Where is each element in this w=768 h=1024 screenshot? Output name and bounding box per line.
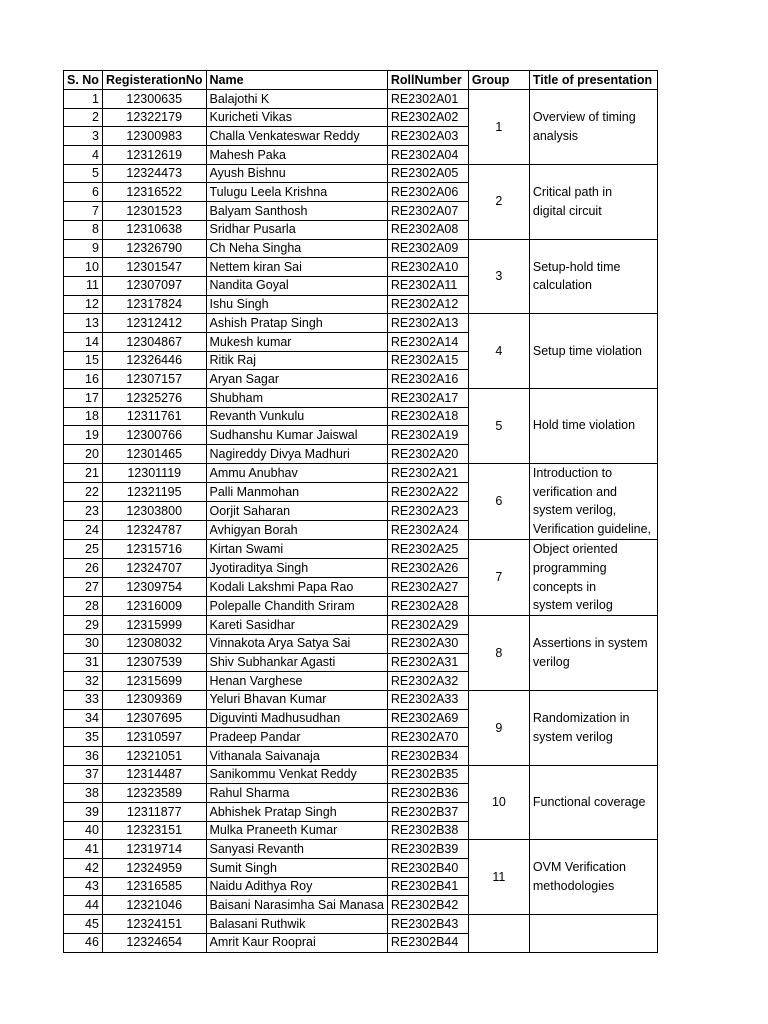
roll-number-cell: RE2302A04 [387, 146, 468, 165]
name-cell: Sanikommu Venkat Reddy [206, 765, 387, 784]
sno-cell: 40 [64, 821, 103, 840]
name-cell: Abhishek Pratap Singh [206, 803, 387, 822]
name-cell: Amrit Kaur Rooprai [206, 933, 387, 952]
presentation-title-line: OVM Verification [532, 860, 626, 875]
sno-cell: 20 [64, 445, 103, 464]
sno-cell: 27 [64, 578, 103, 597]
roll-number-cell: RE2302A30 [387, 634, 468, 653]
presentation-title-line: Verification guideline, [532, 522, 652, 537]
name-cell: Yeluri Bhavan Kumar [206, 690, 387, 709]
name-cell: Mukesh kumar [206, 332, 387, 351]
table-row [64, 463, 658, 482]
roll-number-cell: RE2302B39 [387, 840, 468, 859]
registration-no-cell: 12301547 [102, 258, 206, 277]
registration-no-cell: 12307539 [102, 653, 206, 672]
name-cell: Naidu Adithya Roy [206, 877, 387, 896]
roll-number-cell: RE2302A15 [387, 351, 468, 370]
name-cell: Henan Varghese [206, 672, 387, 691]
registration-no-cell: 12324707 [102, 558, 206, 577]
group-number-cell: 9 [468, 690, 529, 765]
registration-no-cell: 12311761 [102, 407, 206, 426]
header-group: Group [468, 71, 529, 90]
sno-cell: 19 [64, 426, 103, 445]
presentation-title-cell [529, 239, 657, 314]
registration-no-cell: 12307695 [102, 709, 206, 728]
presentation-title-line: Hold time violation [532, 418, 636, 433]
presentation-title-line: verification and [532, 484, 617, 499]
name-cell: Tulugu Leela Krishna [206, 183, 387, 202]
presentation-title-line: Object oriented [532, 541, 618, 556]
name-cell: Nandita Goyal [206, 276, 387, 295]
sno-cell: 34 [64, 709, 103, 728]
presentation-title-cell [529, 164, 657, 239]
roll-number-cell: RE2302A14 [387, 332, 468, 351]
roll-number-cell: RE2302A05 [387, 164, 468, 183]
sno-cell: 2 [64, 108, 103, 127]
registration-no-cell: 12300635 [102, 90, 206, 109]
roll-number-cell: RE2302A03 [387, 127, 468, 146]
group-number-cell: 6 [468, 463, 529, 539]
registration-no-cell: 12316522 [102, 183, 206, 202]
name-cell: Baisani Narasimha Sai Manasa [206, 896, 387, 915]
presentation-title-line: system verilog [532, 729, 613, 744]
sno-cell: 44 [64, 896, 103, 915]
name-cell: Diguvinti Madhusudhan [206, 709, 387, 728]
name-cell: Mulka Praneeth Kumar [206, 821, 387, 840]
group-number-cell: 4 [468, 314, 529, 389]
registration-no-cell: 12301119 [102, 463, 206, 482]
roll-number-cell: RE2302A01 [387, 90, 468, 109]
registration-no-cell: 12315999 [102, 616, 206, 635]
table-row [64, 915, 658, 934]
name-cell: Palli Manmohan [206, 482, 387, 501]
group-number-cell: 3 [468, 239, 529, 314]
name-cell: Nagireddy Divya Madhuri [206, 445, 387, 464]
name-cell: Sumit Singh [206, 859, 387, 878]
header-title: Title of presentation [529, 71, 657, 90]
name-cell: Aryan Sagar [206, 370, 387, 389]
sno-cell: 25 [64, 539, 103, 558]
registration-no-cell: 12324151 [102, 915, 206, 934]
presentation-title-line: Critical path in [532, 184, 613, 199]
roll-number-cell: RE2302A31 [387, 653, 468, 672]
group-number-cell: 1 [468, 90, 529, 165]
sno-cell: 22 [64, 482, 103, 501]
registration-no-cell: 12308032 [102, 634, 206, 653]
registration-no-cell: 12321195 [102, 482, 206, 501]
header-registration-no: RegisterationNo [102, 71, 206, 90]
name-cell: Kodali Lakshmi Papa Rao [206, 578, 387, 597]
name-cell: Avhigyan Borah [206, 520, 387, 539]
sno-cell: 18 [64, 407, 103, 426]
name-cell: Challa Venkateswar Reddy [206, 127, 387, 146]
presentation-title-line: Setup time violation [532, 343, 642, 358]
registration-no-cell: 12309754 [102, 578, 206, 597]
registration-no-cell: 12314487 [102, 765, 206, 784]
table-row [64, 239, 658, 258]
table-row [64, 90, 658, 109]
registration-no-cell: 12310597 [102, 728, 206, 747]
name-cell: Sridhar Pusarla [206, 220, 387, 239]
sno-cell: 33 [64, 690, 103, 709]
group-number-cell: 8 [468, 616, 529, 691]
sno-cell: 17 [64, 389, 103, 408]
table-row [64, 690, 658, 709]
table-row [64, 840, 658, 859]
roll-number-cell: RE2302A08 [387, 220, 468, 239]
sno-cell: 3 [64, 127, 103, 146]
sno-cell: 46 [64, 933, 103, 952]
presentation-title-cell [529, 463, 657, 539]
header-sno: S. No [64, 71, 103, 90]
presentation-title-cell [529, 690, 657, 765]
table-row [64, 164, 658, 183]
table-row [64, 765, 658, 784]
header-name: Name [206, 71, 387, 90]
sno-cell: 21 [64, 463, 103, 482]
header-row [64, 71, 658, 90]
registration-no-cell: 12315716 [102, 539, 206, 558]
roll-number-cell: RE2302A29 [387, 616, 468, 635]
sno-cell: 14 [64, 332, 103, 351]
registration-no-cell: 12307157 [102, 370, 206, 389]
name-cell: Sudhanshu Kumar Jaiswal [206, 426, 387, 445]
registration-no-cell: 12301523 [102, 202, 206, 221]
header-roll-number: RollNumber [387, 71, 468, 90]
name-cell: Ayush Bishnu [206, 164, 387, 183]
sno-cell: 38 [64, 784, 103, 803]
roll-number-cell: RE2302A27 [387, 578, 468, 597]
registration-no-cell: 12312412 [102, 314, 206, 333]
sno-cell: 11 [64, 276, 103, 295]
roll-number-cell: RE2302A22 [387, 482, 468, 501]
sno-cell: 41 [64, 840, 103, 859]
roll-number-cell: RE2302B34 [387, 746, 468, 765]
name-cell: Ch Neha Singha [206, 239, 387, 258]
presentation-title-line: Setup-hold time [532, 259, 621, 274]
roll-number-cell: RE2302B44 [387, 933, 468, 952]
registration-no-cell: 12307097 [102, 276, 206, 295]
sno-cell: 36 [64, 746, 103, 765]
group-number-cell: 11 [468, 840, 529, 915]
sno-cell: 12 [64, 295, 103, 314]
registration-no-cell: 12310638 [102, 220, 206, 239]
table-row [64, 314, 658, 333]
presentation-title-line: programming [532, 560, 607, 575]
sno-cell: 5 [64, 164, 103, 183]
sno-cell: 6 [64, 183, 103, 202]
group-number-cell [468, 915, 529, 952]
presentation-title-line: analysis [532, 128, 579, 143]
roll-number-cell: RE2302A18 [387, 407, 468, 426]
name-cell: Balyam Santhosh [206, 202, 387, 221]
roll-number-cell: RE2302A10 [387, 258, 468, 277]
roll-number-cell: RE2302A32 [387, 672, 468, 691]
sno-cell: 1 [64, 90, 103, 109]
presentation-title-cell [529, 389, 657, 464]
presentation-title-line: verilog [532, 655, 570, 669]
registration-no-cell: 12324959 [102, 859, 206, 878]
presentation-title-cell [529, 90, 657, 165]
name-cell: Kirtan Swami [206, 539, 387, 558]
roll-number-cell: RE2302A69 [387, 709, 468, 728]
roll-number-cell: RE2302B40 [387, 859, 468, 878]
roll-number-cell: RE2302A13 [387, 314, 468, 333]
sno-cell: 39 [64, 803, 103, 822]
sno-cell: 15 [64, 351, 103, 370]
roll-number-cell: RE2302A21 [387, 463, 468, 482]
name-cell: Sanyasi Revanth [206, 840, 387, 859]
presentation-title-line: digital circuit [532, 203, 602, 218]
presentation-title-line: Introduction to [532, 465, 613, 480]
registration-no-cell: 12319714 [102, 840, 206, 859]
roll-number-cell: RE2302A16 [387, 370, 468, 389]
registration-no-cell: 12316009 [102, 597, 206, 616]
registration-no-cell: 12309369 [102, 690, 206, 709]
name-cell: Mahesh Paka [206, 146, 387, 165]
group-number-cell: 10 [468, 765, 529, 840]
name-cell: Ammu Anubhav [206, 463, 387, 482]
roll-number-cell: RE2302B42 [387, 896, 468, 915]
presentation-title-line: Overview of timing [532, 110, 636, 125]
registration-no-cell: 12325276 [102, 389, 206, 408]
roll-number-cell: RE2302A09 [387, 239, 468, 258]
registration-no-cell: 12300766 [102, 426, 206, 445]
name-cell: Revanth Vunkulu [206, 407, 387, 426]
table-row [64, 389, 658, 408]
roll-number-cell: RE2302A06 [387, 183, 468, 202]
roll-number-cell: RE2302A20 [387, 445, 468, 464]
roll-number-cell: RE2302A26 [387, 558, 468, 577]
roll-number-cell: RE2302B43 [387, 915, 468, 934]
sno-cell: 13 [64, 314, 103, 333]
name-cell: Oorjit Saharan [206, 501, 387, 520]
sno-cell: 8 [64, 220, 103, 239]
presentation-title-cell [529, 840, 657, 915]
name-cell: Ritik Raj [206, 351, 387, 370]
presentation-title-line: Randomization in [532, 710, 630, 725]
sno-cell: 29 [64, 616, 103, 635]
group-number-cell: 2 [468, 164, 529, 239]
name-cell: Kuricheti Vikas [206, 108, 387, 127]
presentation-groups-table [63, 70, 658, 953]
registration-no-cell: 12323151 [102, 821, 206, 840]
roll-number-cell: RE2302B36 [387, 784, 468, 803]
registration-no-cell: 12322179 [102, 108, 206, 127]
registration-no-cell: 12301465 [102, 445, 206, 464]
name-cell: Shiv Subhankar Agasti [206, 653, 387, 672]
registration-no-cell: 12321051 [102, 746, 206, 765]
sno-cell: 7 [64, 202, 103, 221]
registration-no-cell: 12323589 [102, 784, 206, 803]
roll-number-cell: RE2302B35 [387, 765, 468, 784]
registration-no-cell: 12300983 [102, 127, 206, 146]
registration-no-cell: 12317824 [102, 295, 206, 314]
presentation-title-line: system verilog [532, 598, 613, 613]
sno-cell: 30 [64, 634, 103, 653]
sno-cell: 37 [64, 765, 103, 784]
presentation-title-cell [529, 915, 657, 952]
table-body [64, 90, 658, 953]
registration-no-cell: 12326790 [102, 239, 206, 258]
presentation-title-cell [529, 765, 657, 840]
sno-cell: 31 [64, 653, 103, 672]
sno-cell: 4 [64, 146, 103, 165]
registration-no-cell: 12304867 [102, 332, 206, 351]
sno-cell: 10 [64, 258, 103, 277]
sno-cell: 16 [64, 370, 103, 389]
roll-number-cell: RE2302A33 [387, 690, 468, 709]
roll-number-cell: RE2302A12 [387, 295, 468, 314]
group-number-cell: 5 [468, 389, 529, 464]
sno-cell: 45 [64, 915, 103, 934]
roll-number-cell: RE2302A23 [387, 501, 468, 520]
registration-no-cell: 12311877 [102, 803, 206, 822]
registration-no-cell: 12321046 [102, 896, 206, 915]
presentation-title-line: Assertions in system [532, 636, 648, 651]
name-cell: Polepalle Chandith Sriram [206, 597, 387, 616]
presentation-title-line: methodologies [532, 879, 615, 894]
name-cell: Nettem kiran Sai [206, 258, 387, 277]
name-cell: Balasani Ruthwik [206, 915, 387, 934]
sno-cell: 42 [64, 859, 103, 878]
sno-cell: 43 [64, 877, 103, 896]
sno-cell: 24 [64, 520, 103, 539]
sno-cell: 9 [64, 239, 103, 258]
sno-cell: 28 [64, 597, 103, 616]
presentation-title-line: Functional coverage [532, 795, 646, 810]
name-cell: Vinnakota Arya Satya Sai [206, 634, 387, 653]
group-number-cell: 7 [468, 539, 529, 615]
presentation-title-line: concepts in [532, 579, 597, 594]
table-row [64, 616, 658, 635]
name-cell: Balajothi K [206, 90, 387, 109]
registration-no-cell: 12315699 [102, 672, 206, 691]
registration-no-cell: 12312619 [102, 146, 206, 165]
presentation-title-cell [529, 616, 657, 691]
name-cell: Vithanala Saivanaja [206, 746, 387, 765]
roll-number-cell: RE2302B41 [387, 877, 468, 896]
roll-number-cell: RE2302A19 [387, 426, 468, 445]
sno-cell: 23 [64, 501, 103, 520]
sno-cell: 26 [64, 558, 103, 577]
roll-number-cell: RE2302A25 [387, 539, 468, 558]
name-cell: Ashish Pratap Singh [206, 314, 387, 333]
sno-cell: 35 [64, 728, 103, 747]
roll-number-cell: RE2302A24 [387, 520, 468, 539]
presentation-title-cell [529, 314, 657, 389]
roll-number-cell: RE2302B38 [387, 821, 468, 840]
name-cell: Ishu Singh [206, 295, 387, 314]
name-cell: Jyotiraditya Singh [206, 558, 387, 577]
registration-no-cell: 12324473 [102, 164, 206, 183]
name-cell: Pradeep Pandar [206, 728, 387, 747]
registration-no-cell: 12324787 [102, 520, 206, 539]
roll-number-cell: RE2302A28 [387, 597, 468, 616]
roll-number-cell: RE2302A70 [387, 728, 468, 747]
name-cell: Rahul Sharma [206, 784, 387, 803]
sno-cell: 32 [64, 672, 103, 691]
roll-number-cell: RE2302A07 [387, 202, 468, 221]
roll-number-cell: RE2302A17 [387, 389, 468, 408]
presentation-title-line: calculation [532, 278, 592, 293]
presentation-title-cell [529, 539, 657, 615]
roll-number-cell: RE2302A02 [387, 108, 468, 127]
table-row [64, 539, 658, 558]
registration-no-cell: 12324654 [102, 933, 206, 952]
registration-no-cell: 12303800 [102, 501, 206, 520]
roll-number-cell: RE2302A11 [387, 276, 468, 295]
registration-no-cell: 12316585 [102, 877, 206, 896]
name-cell: Shubham [206, 389, 387, 408]
name-cell: Kareti Sasidhar [206, 616, 387, 635]
presentation-title-line: system verilog, [532, 503, 617, 518]
roll-number-cell: RE2302B37 [387, 803, 468, 822]
registration-no-cell: 12326446 [102, 351, 206, 370]
